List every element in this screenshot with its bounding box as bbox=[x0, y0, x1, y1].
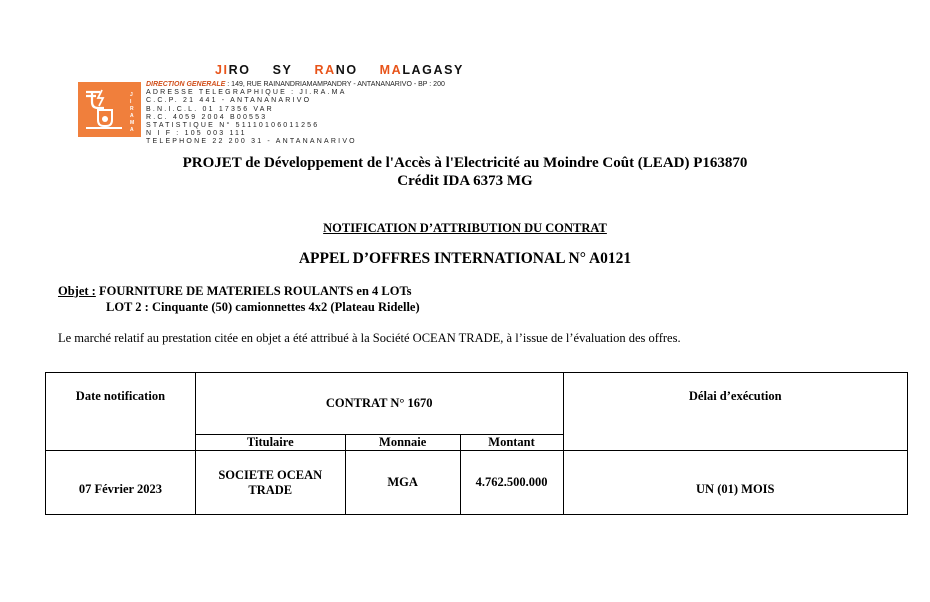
logo-letter-a1: A bbox=[130, 113, 134, 119]
brand-part: MA bbox=[379, 63, 403, 77]
jirama-logo bbox=[78, 82, 141, 137]
monnaie-header: Monnaie bbox=[345, 435, 460, 451]
notification-title: NOTIFICATION D’ATTRIBUTION DU CONTRAT bbox=[323, 221, 607, 235]
logo-letter-j: J bbox=[130, 92, 133, 98]
logo-letter-a2: A bbox=[130, 127, 134, 133]
contract-table bbox=[45, 372, 908, 515]
delay-header: Délai d’exécution bbox=[563, 373, 908, 451]
logo-letter-i: I bbox=[130, 99, 132, 105]
project-title: PROJET de Développement de l'Accès à l'Electricité au Moindre Coût (LEAD) P163870 bbox=[182, 155, 748, 171]
address-line: ADRESSE TELEGRAPHIQUE : JI.RA.MA bbox=[146, 89, 347, 97]
letterhead-address bbox=[146, 81, 445, 147]
address-line: R.C. 4059 2004 B00553 bbox=[146, 113, 268, 121]
direction-line bbox=[146, 81, 445, 89]
delay-value: UN (01) MOIS bbox=[563, 451, 908, 515]
address-line: B.N.I.C.L. 01 17356 VAR bbox=[146, 105, 274, 113]
montant-value: 4.762.500.000 bbox=[460, 451, 563, 515]
brand-part: RA bbox=[314, 63, 336, 77]
address-line: C.C.P. 21 441 - ANTANANARIVO bbox=[146, 97, 312, 105]
objet-text-2: LOT 2 : Cinquante (50) camionnettes 4x2 (Plateau Ridelle) bbox=[106, 300, 420, 314]
brand-part: SY bbox=[272, 63, 293, 77]
tender-title: APPEL D’OFFRES INTERNATIONAL N° A0121 bbox=[298, 250, 632, 267]
brand-part: JI bbox=[215, 63, 229, 77]
brand-part: RO bbox=[228, 63, 251, 77]
objet-label: Objet : bbox=[58, 284, 96, 298]
address-line: STATISTIQUE N° 51110106011256 bbox=[146, 122, 320, 130]
objet-text-1: FOURNITURE DE MATERIELS ROULANTS en 4 LOTs bbox=[98, 284, 412, 298]
award-paragraph: Le marché relatif au prestation citée en objet a été attribué à la Société OCEAN TRADE, à l’issue de l’évaluation des offres. bbox=[58, 331, 681, 345]
montant-header: Montant bbox=[460, 435, 563, 451]
logo-letter-r: R bbox=[130, 106, 134, 112]
monnaie-value: MGA bbox=[345, 451, 460, 515]
address-line: N I F : 105 003 111 bbox=[146, 130, 247, 138]
brand-part: LAGASY bbox=[402, 63, 464, 77]
credit-title: Crédit IDA 6373 MG bbox=[397, 173, 533, 189]
water-electric-logo-icon bbox=[78, 82, 141, 137]
titulaire-header: Titulaire bbox=[195, 435, 345, 451]
contract-header: CONTRAT N° 1670 bbox=[195, 373, 563, 435]
objet-line-1 bbox=[58, 284, 412, 299]
address-line: TELEPHONE 22 200 31 - ANTANANARIVO bbox=[146, 138, 357, 146]
date-value: 07 Février 2023 bbox=[46, 451, 196, 515]
direction-address: : 149, RUE RAINANDRIAMAMPANDRY - ANTANANARIVO - BP : 200 bbox=[225, 81, 445, 88]
direction-label: DIRECTION GENERALE bbox=[146, 81, 226, 88]
brand-name bbox=[215, 63, 464, 77]
titulaire-value: SOCIETE OCEAN TRADE bbox=[195, 451, 345, 515]
logo-letter-m: M bbox=[130, 120, 135, 126]
date-header: Date notification bbox=[46, 373, 196, 451]
brand-part: NO bbox=[335, 63, 358, 77]
